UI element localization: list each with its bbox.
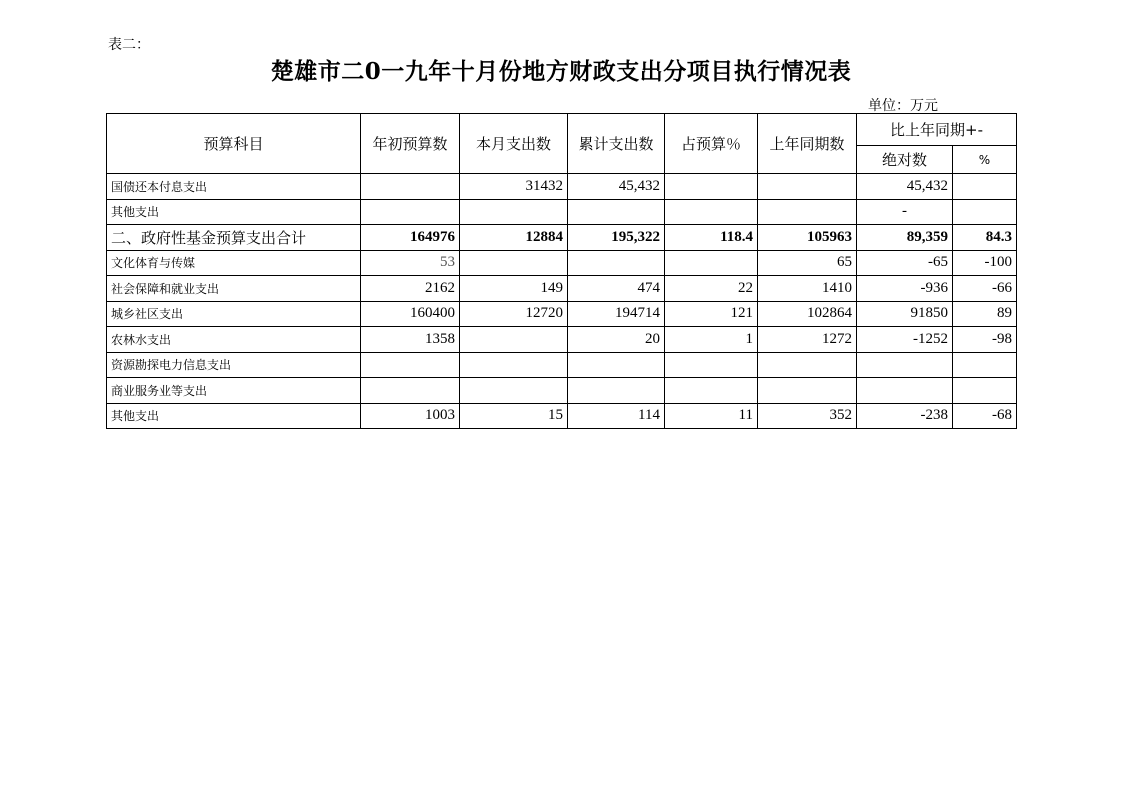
row-subject: 文化体育与传媒 — [107, 250, 361, 276]
table-row — [107, 250, 1017, 276]
header-absolute: 绝对数 — [857, 146, 953, 174]
cell-last-year-same: 1410 — [758, 276, 857, 302]
cell-cumulative-spend: 194714 — [568, 301, 665, 327]
header-percent: % — [953, 146, 1017, 174]
header-subject: 预算科目 — [107, 114, 361, 174]
cell-month-spend — [460, 378, 568, 404]
cell-initial-budget — [361, 352, 460, 378]
cell-absolute: -238 — [857, 403, 953, 429]
cell-last-year-same: 1272 — [758, 327, 857, 353]
header-row-top — [107, 114, 1017, 146]
cell-budget-pct: 11 — [665, 403, 758, 429]
cell-initial-budget — [361, 378, 460, 404]
header-budget-pct: 占预算％ — [665, 114, 758, 174]
cell-absolute: 89,359 — [857, 225, 953, 251]
cell-initial-budget: 1358 — [361, 327, 460, 353]
cell-initial-budget — [361, 199, 460, 225]
table-row — [107, 276, 1017, 302]
cell-last-year-same: 352 — [758, 403, 857, 429]
cell-percent: -98 — [953, 327, 1017, 353]
cell-absolute: -1252 — [857, 327, 953, 353]
cell-month-spend — [460, 327, 568, 353]
cell-absolute: 91850 — [857, 301, 953, 327]
cell-last-year-same — [758, 352, 857, 378]
cell-month-spend: 149 — [460, 276, 568, 302]
table-row-total — [107, 225, 1017, 251]
cell-percent: -68 — [953, 403, 1017, 429]
row-subject: 国债还本付息支出 — [107, 174, 361, 200]
cell-initial-budget: 1003 — [361, 403, 460, 429]
table-row — [107, 403, 1017, 429]
cell-budget-pct: 22 — [665, 276, 758, 302]
cell-initial-budget: 2162 — [361, 276, 460, 302]
cell-last-year-same — [758, 174, 857, 200]
table-row — [107, 199, 1017, 225]
cell-budget-pct — [665, 174, 758, 200]
cell-cumulative-spend — [568, 352, 665, 378]
cell-cumulative-spend: 474 — [568, 276, 665, 302]
cell-percent: -100 — [953, 250, 1017, 276]
cell-budget-pct: 118.4 — [665, 225, 758, 251]
header-month-spend: 本月支出数 — [460, 114, 568, 174]
table-row — [107, 352, 1017, 378]
cell-month-spend: 15 — [460, 403, 568, 429]
cell-last-year-same — [758, 378, 857, 404]
cell-last-year-same: 102864 — [758, 301, 857, 327]
row-subject: 农林水支出 — [107, 327, 361, 353]
cell-month-spend — [460, 250, 568, 276]
cell-budget-pct — [665, 250, 758, 276]
cell-cumulative-spend: 20 — [568, 327, 665, 353]
cell-percent: -66 — [953, 276, 1017, 302]
cell-percent — [953, 174, 1017, 200]
cell-month-spend — [460, 352, 568, 378]
cell-percent — [953, 199, 1017, 225]
cell-month-spend: 12720 — [460, 301, 568, 327]
expenditure-table — [106, 113, 1017, 429]
cell-absolute: -65 — [857, 250, 953, 276]
cell-initial-budget: 164976 — [361, 225, 460, 251]
cell-percent: 84.3 — [953, 225, 1017, 251]
cell-percent: 89 — [953, 301, 1017, 327]
cell-initial-budget: 160400 — [361, 301, 460, 327]
table-label: 表二： — [108, 37, 150, 53]
row-subject: 商业服务业等支出 — [107, 378, 361, 404]
cell-last-year-same — [758, 199, 857, 225]
table-row — [107, 327, 1017, 353]
cell-cumulative-spend — [568, 199, 665, 225]
cell-budget-pct: 121 — [665, 301, 758, 327]
cell-month-spend — [460, 199, 568, 225]
row-subject: 二、政府性基金预算支出合计 — [107, 225, 361, 251]
cell-percent — [953, 378, 1017, 404]
cell-absolute: - — [857, 199, 953, 225]
cell-absolute: -936 — [857, 276, 953, 302]
header-cumulative-spend: 累计支出数 — [568, 114, 665, 174]
cell-budget-pct — [665, 378, 758, 404]
table-row — [107, 301, 1017, 327]
row-subject: 城乡社区支出 — [107, 301, 361, 327]
cell-initial-budget: 53 — [361, 250, 460, 276]
cell-cumulative-spend — [568, 378, 665, 404]
cell-cumulative-spend: 45,432 — [568, 174, 665, 200]
cell-last-year-same: 65 — [758, 250, 857, 276]
cell-month-spend: 31432 — [460, 174, 568, 200]
cell-cumulative-spend: 114 — [568, 403, 665, 429]
header-last-year-same: 上年同期数 — [758, 114, 857, 174]
table-row — [107, 378, 1017, 404]
cell-absolute: 45,432 — [857, 174, 953, 200]
cell-cumulative-spend: 195,322 — [568, 225, 665, 251]
cell-last-year-same: 105963 — [758, 225, 857, 251]
cell-budget-pct: 1 — [665, 327, 758, 353]
cell-percent — [953, 352, 1017, 378]
row-subject: 其他支出 — [107, 199, 361, 225]
row-subject: 社会保障和就业支出 — [107, 276, 361, 302]
row-subject: 资源勘探电力信息支出 — [107, 352, 361, 378]
cell-initial-budget — [361, 174, 460, 200]
cell-month-spend: 12884 — [460, 225, 568, 251]
table-row — [107, 174, 1017, 200]
cell-budget-pct — [665, 199, 758, 225]
document-title: 楚雄市二0一九年十月份地方财政支出分项目执行情况表 — [270, 58, 852, 85]
unit-label: 单位：万元 — [868, 98, 938, 114]
row-subject: 其他支出 — [107, 403, 361, 429]
cell-absolute — [857, 378, 953, 404]
header-initial-budget: 年初预算数 — [361, 114, 460, 174]
cell-budget-pct — [665, 352, 758, 378]
header-compare-group: 比上年同期+- — [857, 114, 1017, 146]
cell-cumulative-spend — [568, 250, 665, 276]
cell-absolute — [857, 352, 953, 378]
